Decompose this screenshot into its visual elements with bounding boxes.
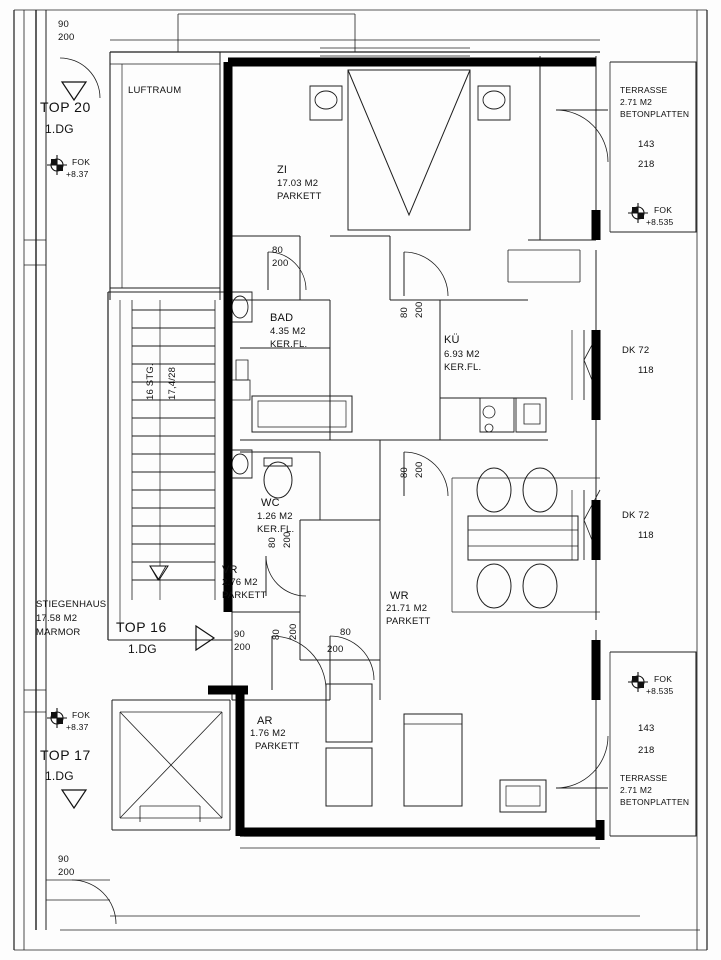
room-name-vr: VR [222,564,238,576]
opening-height-door-bad: 200 [414,301,425,318]
unit-label-top16: TOP 16 [116,619,167,635]
opening-height-door-entry: 200 [234,642,251,653]
unit-label-top17: TOP 17 [40,747,91,763]
opening-label-door-ku: 80 [399,467,410,478]
unit-level-top17: 1.DG [45,769,74,783]
room-floor-zi: PARKETT [277,191,322,202]
unit-level-top16: 1.DG [128,642,157,656]
window-height-terrasse-bottom: 218 [638,745,655,756]
fok-value-top17: +8.37 [66,722,89,732]
opening-height-door-bottom-left: 200 [58,867,75,878]
opening-height-door-ar: 200 [288,623,299,640]
room-area-terrasse-top: 2.71 M2 [620,97,653,107]
opening-height-door-wc: 200 [282,531,293,548]
fok-label-top20: FOK [72,157,91,167]
window-type-dk72-upper: DK 72 [622,345,650,356]
fok-label-terrasse-top: FOK [654,205,673,215]
unit-level-top20: 1.DG [45,122,74,136]
room-name-terrasse-bottom: TERRASSE [620,773,668,783]
room-name-ar: AR [257,715,273,727]
room-area-wr: 21.71 M2 [386,603,428,614]
room-area-stiegenhaus: 17.58 M2 [36,613,78,624]
room-floor-wr: PARKETT [386,616,431,627]
window-width-terrasse-bottom: 143 [638,723,655,734]
fok-label-top17: FOK [72,710,91,720]
room-area-ar: 1.76 M2 [250,728,286,739]
room-area-vr: 2.76 M2 [222,577,258,588]
room-floor-vr: PARKETT [222,590,267,601]
window-width-terrasse-top: 143 [638,139,655,150]
room-name-wr: WR [390,590,409,602]
room-name-terrasse-top: TERRASSE [620,85,668,95]
room-name-ku: KÜ [444,334,460,346]
opening-height-door-ku: 200 [414,461,425,478]
room-area-zi: 17.03 M2 [277,178,319,189]
window-height-dk72-lower: 118 [638,530,654,541]
room-floor-terrasse-bottom: BETONPLATTEN [620,797,690,807]
room-area-terrasse-bottom: 2.71 M2 [620,785,653,795]
room-floor-ku: KER.FL. [444,362,482,373]
opening-height-door-wr: 200 [327,644,344,655]
opening-label-door-entry: 90 [234,629,245,640]
fok-value-terrasse-top: +8.535 [646,217,674,227]
room-floor-stiegenhaus: MARMOR [36,627,81,638]
fok-value-terrasse-bottom: +8.535 [646,686,674,696]
opening-height-door-zi: 200 [272,258,289,269]
room-area-wc: 1.26 M2 [257,511,293,522]
window-height-dk72-upper: 118 [638,365,654,376]
fok-label-terrasse-bottom: FOK [654,674,673,684]
stair-dimension-label: 17,4/28 [167,366,178,400]
room-name-stiegenhaus: STIEGENHAUS [36,599,107,610]
room-floor-bad: KER.FL. [270,339,308,350]
room-name-wc: WC [261,497,280,509]
room-area-bad: 4.35 M2 [270,326,306,337]
opening-label-door-wc: 80 [267,537,278,548]
opening-height-door-top-left: 200 [58,32,75,43]
room-name-zi: ZI [277,164,288,176]
unit-label-top20: TOP 20 [40,99,91,115]
luftraum-label: LUFTRAUM [128,85,182,96]
opening-label-door-top-left: 90 [58,19,69,30]
room-floor-terrasse-top: BETONPLATTEN [620,109,690,119]
window-height-terrasse-top: 218 [638,159,655,170]
opening-label-door-bad: 80 [399,307,410,318]
stair-count-label: 16 STG. [145,363,156,400]
opening-label-door-wr: 80 [340,627,351,638]
opening-label-door-zi: 80 [272,245,283,256]
opening-label-door-ar: 80 [271,629,282,640]
fok-value-top20: +8.37 [66,169,89,179]
room-floor-wc: KER.FL. [257,524,295,535]
opening-label-door-bottom-left: 90 [58,854,69,865]
window-type-dk72-lower: DK 72 [622,510,650,521]
room-area-ku: 6.93 M2 [444,349,480,360]
room-floor-ar: PARKETT [255,741,300,752]
room-name-bad: BAD [270,312,294,324]
